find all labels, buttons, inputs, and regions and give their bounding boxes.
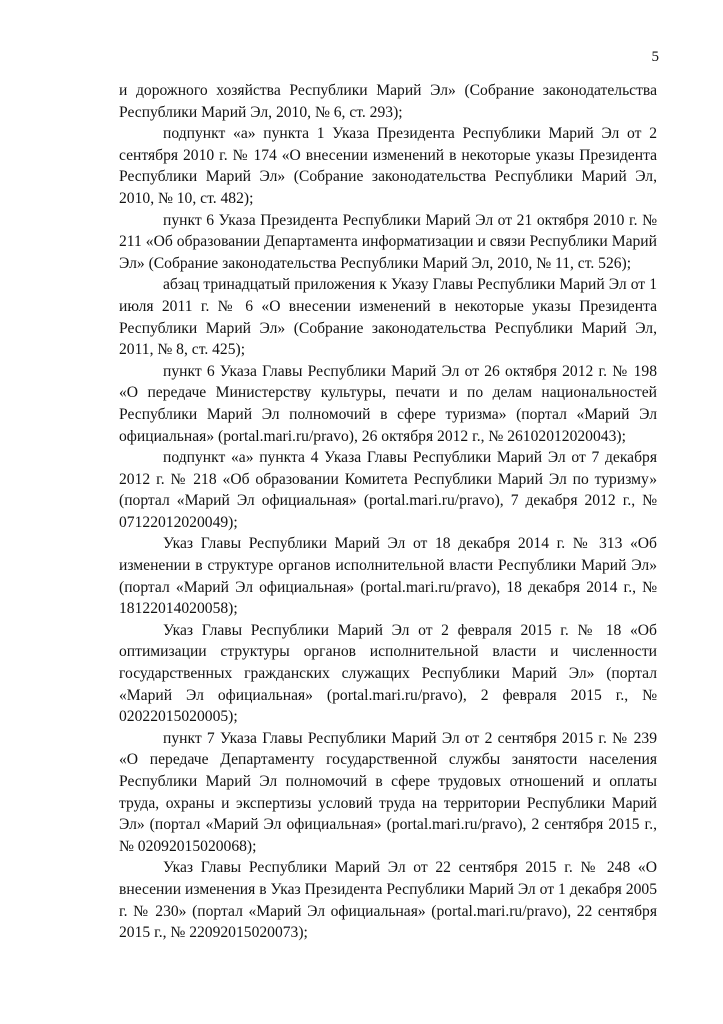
paragraph-subpoint-a-ukaz-218: подпункт «а» пункта 4 Указа Главы Республики Марий Эл от 7 декабря 2012 г. № 218 «Об образовании Комитета Республики Марий Эл по туризму» (портал «Марий Эл официальная» (portal.mari.ru/pravo), 7 декабря 2012 г., № 07122012020049); (119, 449, 657, 531)
paragraph-point-6-ukaz-198: пункт 6 Указа Главы Республики Марий Эл от 26 октября 2012 г. № 198 «О передаче Министерству культуры, печати и по делам национальностей Республики Марий Эл полномочий в сфере туризма» (портал «Марий Эл официальная» (portal.mari.ru/pravo), 26 октября 2012 г., № 26102012020043); (119, 362, 657, 445)
page-number: 5 (651, 49, 659, 65)
paragraph-ukaz-313: Указ Главы Республики Марий Эл от 18 декабря 2014 г. № 313 «Об изменении в структуре органов исполнительной власти Республики Марий Эл» (портал «Марий Эл официальная» (portal.mari.ru/pravo), 18 декабря 2014 г., № 18122014020058); (119, 535, 657, 618)
paragraph-subpoint-a-ukaz-174: подпункт «а» пункта 1 Указа Президента Республики Марий Эл от 2 сентября 2010 г. № 174 «О внесении изменений в некоторые указы Президента Республики Марий Эл» (Собрание законодательства Республики Марий Эл, 2010, № 10, ст. 482); (119, 125, 657, 207)
document-body (119, 80, 657, 944)
paragraph-ukaz-18: Указ Главы Республики Марий Эл от 2 февраля 2015 г. № 18 «Об оптимизации структуры органов исполнительной власти и численности государственных гражданских служащих Республики Марий Эл» (портал «Марий Эл официальная» (portal.mari.ru/pravo), 2 февраля 2015 г., № 02022015020005); (119, 621, 657, 726)
paragraph-continuation: и дорожного хозяйства Республики Марий Эл» (Собрание законодательства Республики Марий Эл, 2010, № 6, ст. 293); (119, 82, 657, 121)
paragraph-point-7-ukaz-239: пункт 7 Указа Главы Республики Марий Эл от 2 сентября 2015 г. № 239 «О передаче Департаменту государственной службы занятости населения Республики Марий Эл полномочий в сфере трудовых отношений и оплаты труда, охраны и экспертизы условий труда на территории Республики Марий Эл» (портал «Марий Эл официальная» (portal.mari.ru/pravo), 2 сентября 2015 г., № 02092015020068); (119, 729, 657, 855)
paragraph-abzac-ukaz-6: абзац тринадцатый приложения к Указу Главы Республики Марий Эл от 1 июля 2011 г. № 6 «О внесении изменений в некоторые указы Президента Республики Марий Эл» (Собрание законодательства Республики Марий Эл, 2011, № 8, ст. 425); (119, 276, 657, 359)
paragraph-point-6-ukaz-211: пункт 6 Указа Президента Республики Марий Эл от 21 октября 2010 г. № 211 «Об образовании Департамента информатизации и связи Республики Марий Эл» (Собрание законодательства Республики Марий Эл, 2010, № 11, ст. 526); (119, 211, 657, 272)
paragraph-ukaz-248: Указ Главы Республики Марий Эл от 22 сентября 2015 г. № 248 «О внесении изменения в Указ Президента Республики Марий Эл от 1 декабря 2005 г. № 230» (портал «Марий Эл официальная» (portal.mari.ru/pravo), 22 сентября 2015 г., № 22092015020073); (119, 859, 657, 942)
